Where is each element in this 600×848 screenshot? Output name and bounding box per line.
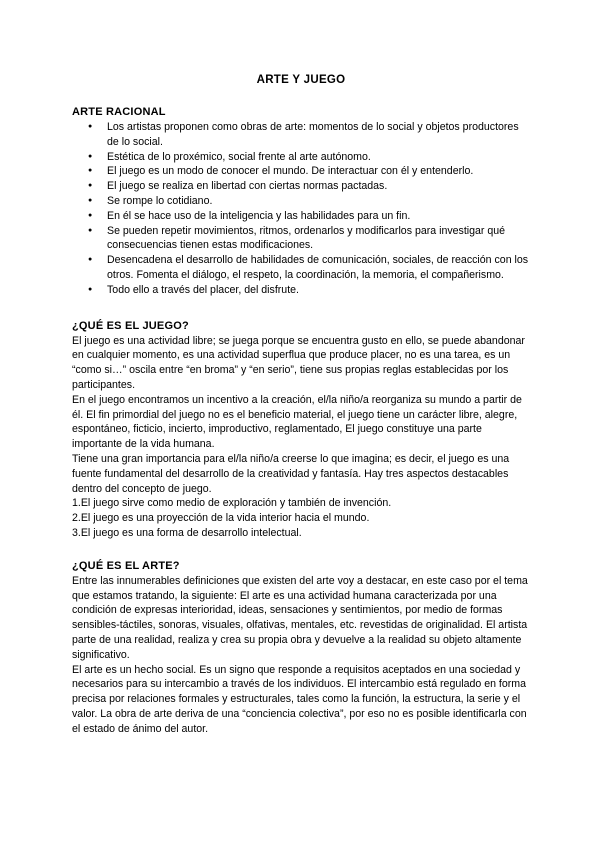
arte-racional-list bbox=[72, 120, 530, 298]
list-item: ● El juego es un modo de conocer el mundo. De interactuar con él y entenderlo. bbox=[107, 164, 530, 179]
numbered-point: 1.El juego sirve como medio de exploración y también de invención. bbox=[72, 497, 392, 510]
paragraph: Entre las innumerables definiciones que existen del arte voy a destacar, en este caso por el tema que estamos tratando, la siguiente: El arte es una actividad humana caracterizada por una condición de expresas interioridad, ideas, sensaciones y sentimientos, por medio de formas sensibles-táctiles, sonoras, visuales, olfativas, mentales, etc. revestidas de originalidad. El artista parte de una realidad, realiza y crea su propia obra y devuelve a la realidad su objeto altamente significativo. bbox=[72, 574, 528, 661]
list-item: ● El juego se realiza en libertad con ciertas normas pactadas. bbox=[107, 179, 530, 194]
paragraph: En el juego encontramos un incentivo a la creación, el/la niño/a reorganiza su mundo a partir de él. El fin primordial del juego no es el beneficio material, el juego tiene un carácter libre, alegre, espontáneo, ficticio, incierto, improductivo, reglamentado, El juego constituye una parte importante de la vida humana. bbox=[72, 393, 522, 451]
section-heading-que-es-el-juego: ¿QUÉ ES EL JUEGO? bbox=[72, 319, 189, 332]
list-item: ● Los artistas proponen como obras de arte: momentos de lo social y objetos productores de lo social. bbox=[107, 120, 530, 150]
list-item: ● Se pueden repetir movimientos, ritmos, ordenarlos y modificarlos para investigar qué consecuencias tienen estas modificaciones. bbox=[107, 224, 530, 254]
numbered-point: 3.El juego es una forma de desarrollo intelectual. bbox=[72, 526, 302, 539]
list-item: ● Todo ello a través del placer, del disfrute. bbox=[107, 283, 530, 298]
paragraph: El juego es una actividad libre; se juega porque se encuentra gusto en ello, se puede abandonar en cualquier momento, es una actividad superflua que produce placer, no es una tarea, es un “como si…” oscila entre “en broma” y “en serio”, tiene sus propias reglas establecidas por los participantes. bbox=[72, 334, 525, 391]
paragraph: El arte es un hecho social. Es un signo que responde a requisitos aceptados en una sociedad y necesarios para su intercambio a través de los individuos. El intercambio está regulado en forma precisa por relaciones formales y estructurales, tales como la función, la estructura, la serie y el valor. La obra de arte deriva de una “conciencia colectiva”, por eso no es posible identificarla con el estado de ánimo del autor. bbox=[72, 663, 527, 735]
list-item: ● En él se hace uso de la inteligencia y las habilidades para un fin. bbox=[107, 209, 530, 224]
section-spacer bbox=[72, 541, 530, 560]
section-heading-que-es-el-arte: ¿QUÉ ES EL ARTE? bbox=[72, 559, 180, 572]
numbered-point: 2.El juego es una proyección de la vida interior hacia el mundo. bbox=[72, 512, 370, 525]
paragraph: Tiene una gran importancia para el/la niño/a creerse lo que imagina; es decir, el juego es una fuente fundamental del desarrollo de la creatividad y fantasía. Hay tres aspectos destacables dentro del concepto de juego. bbox=[72, 452, 510, 495]
list-item: ● Se rompe lo cotidiano. bbox=[107, 194, 530, 209]
list-item: ● Estética de lo proxémico, social frente al arte autónomo. bbox=[107, 150, 530, 165]
document-page bbox=[72, 74, 530, 736]
section-heading-arte-racional: ARTE RACIONAL bbox=[72, 106, 166, 118]
document-title: ARTE Y JUEGO bbox=[256, 74, 346, 86]
list-item: ● Desencadena el desarrollo de habilidades de comunicación, sociales, de reacción con los otros. Fomenta el diálogo, el respeto, la coordinación, la memoria, el compañerismo. bbox=[107, 253, 530, 283]
